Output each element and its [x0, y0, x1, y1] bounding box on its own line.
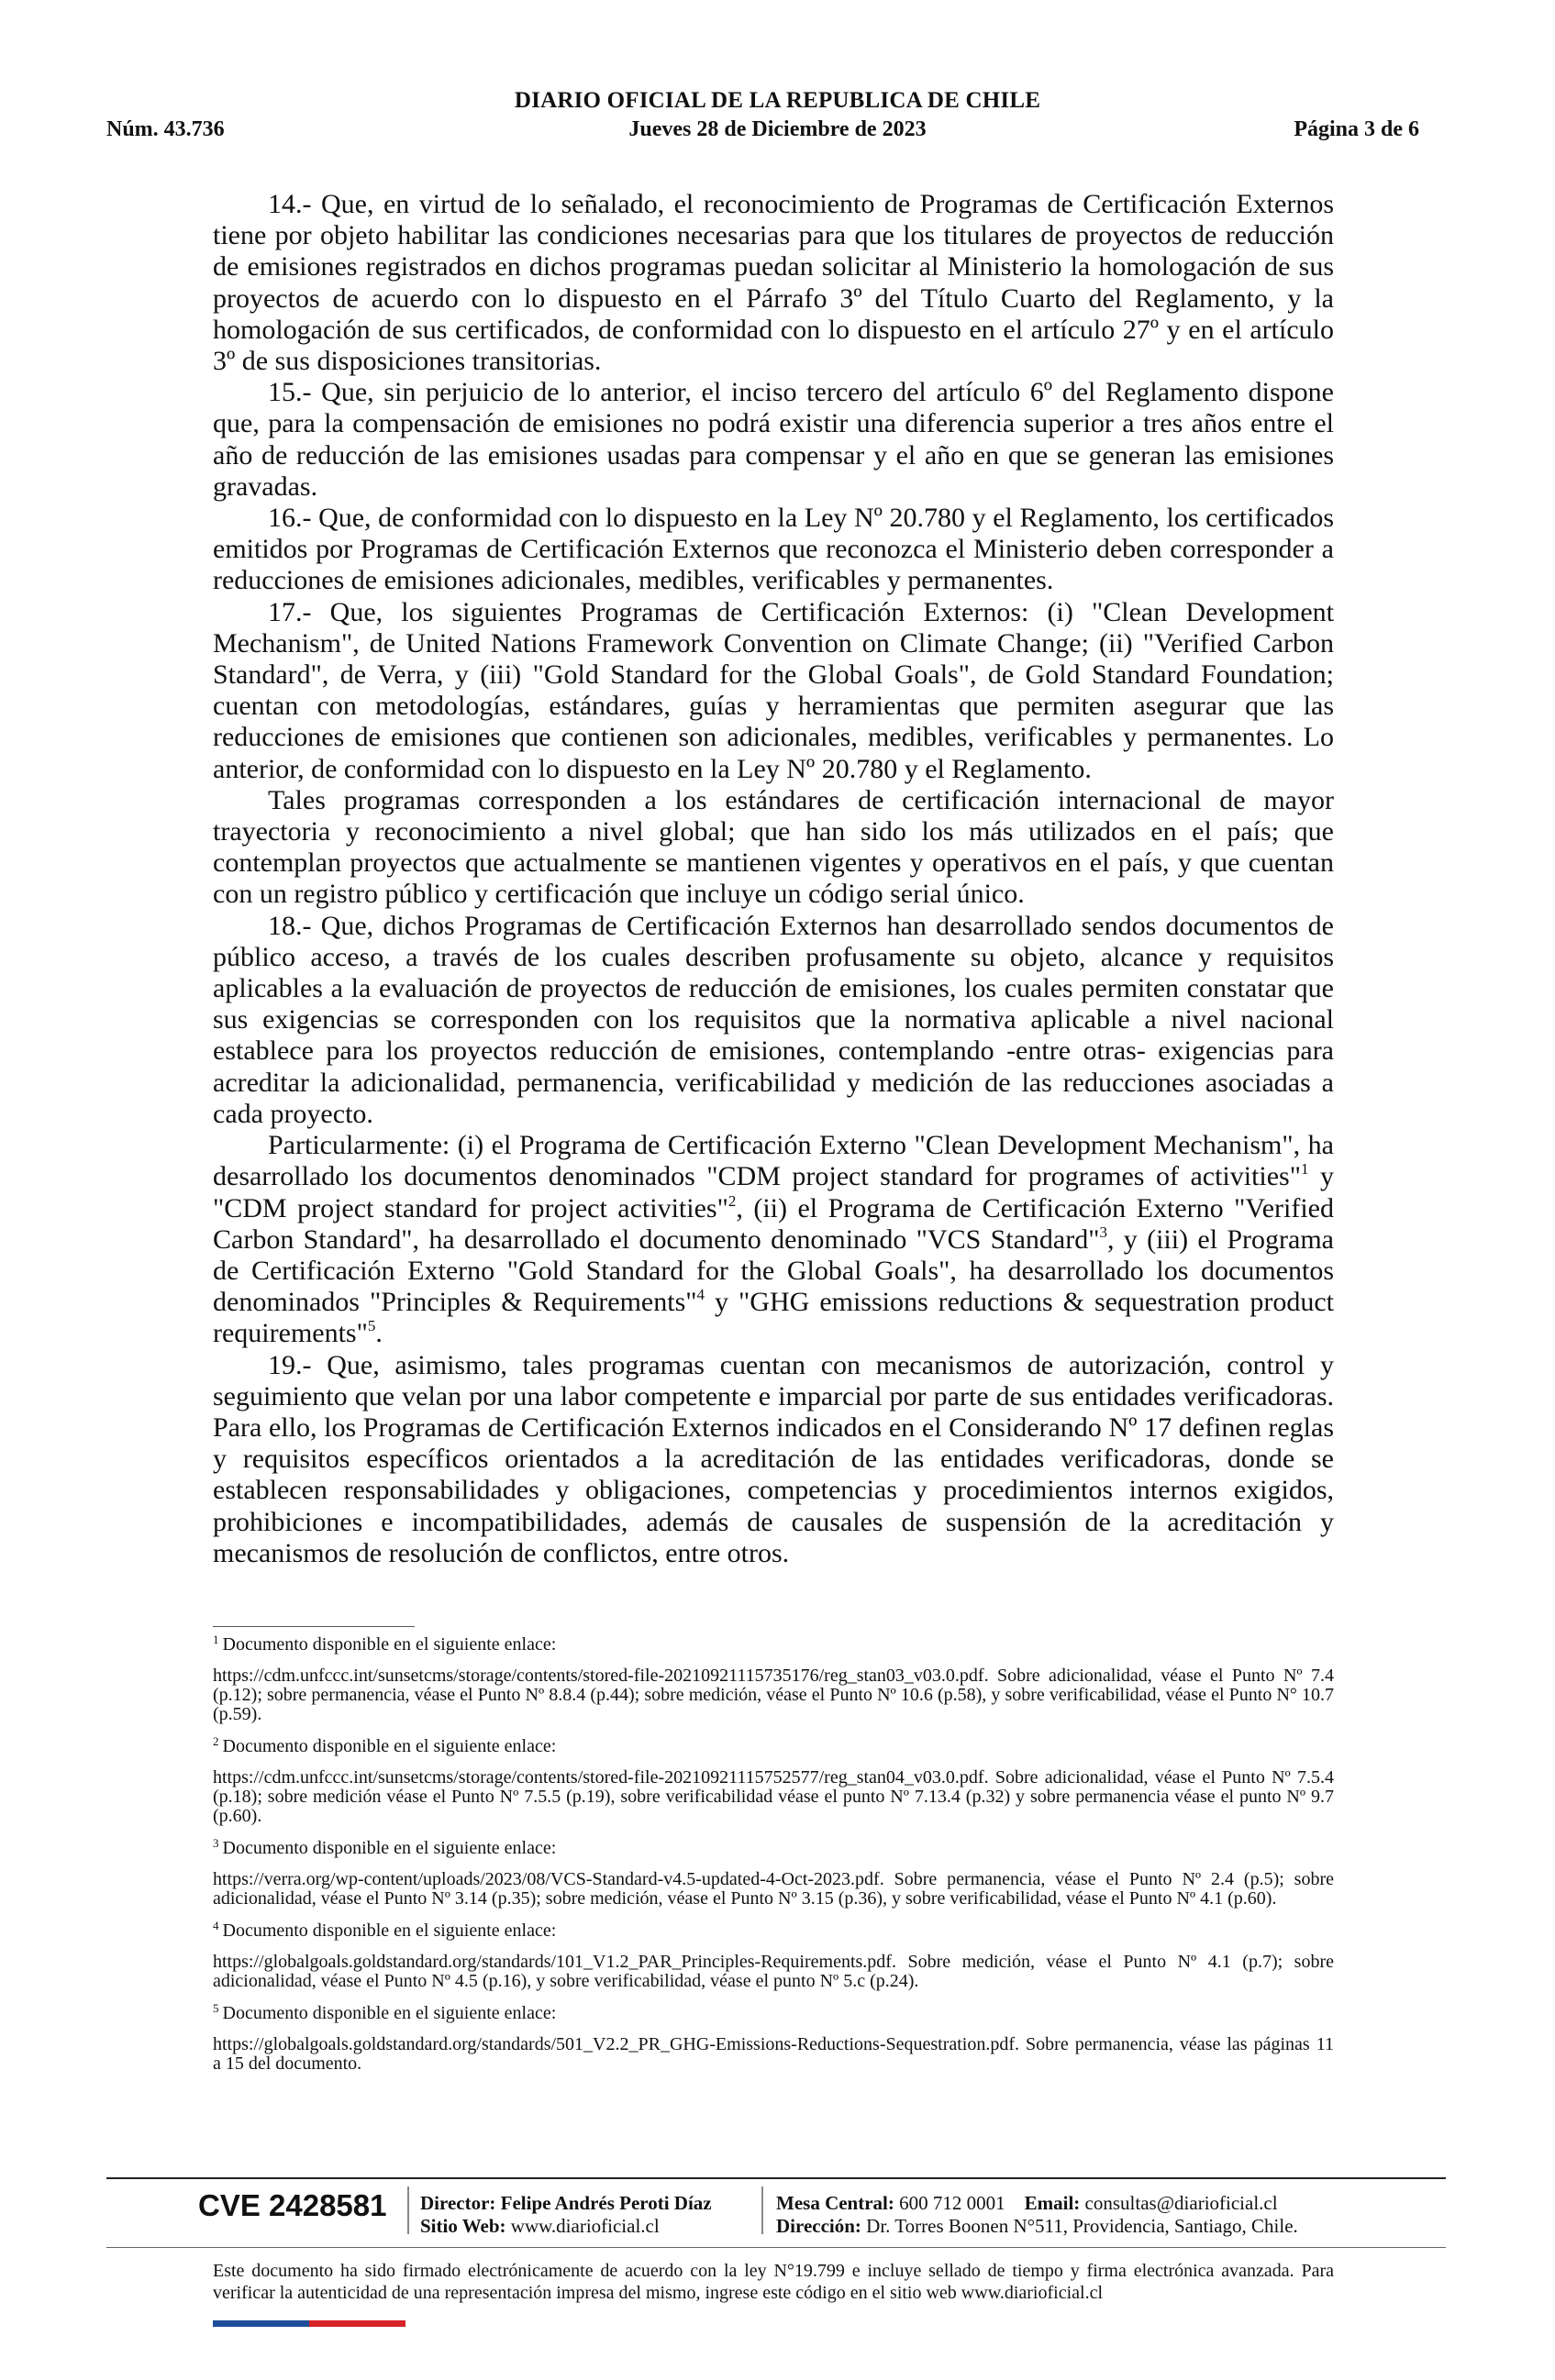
footnotes	[213, 1635, 1334, 2087]
text-run: Particularmente: (i) el Programa de Certificación Externo "Clean Development Mechanism", ha desarrollado los documentos denominados "CDM project standard for programes of activities"	[213, 1130, 1334, 1192]
website-label: Sitio Web:	[420, 2215, 506, 2237]
footnote-heading-text: Documento disponible en el siguiente enlace:	[222, 1634, 557, 1655]
footnote-ref-2[interactable]: 2	[728, 1191, 737, 1210]
legal-notice: Este documento ha sido firmado electrónicamente de acuerdo con la ley N°19.799 e incluye sellado de tiempo y firma electrónica avanzada. Para verificar la autenticidad de una representación impresa del mismo, ingrese este código en el sitio web www.diarioficial.cl	[213, 2261, 1334, 2303]
paragraph-14: 14.- Que, en virtud de lo señalado, el reconocimiento de Programas de Certificación Externos tiene por objeto habilitar las condiciones necesarias para que los titulares de proyectos de reducción de emisiones registrados en dichos programas puedan solicitar al Ministerio la homologación de sus proyectos de acuerdo con lo dispuesto en el Párrafo 3º del Título Cuarto del Reglamento, y la homologación de sus certificados, de conformidad con lo dispuesto en el artículo 27º y en el artículo 3º de sus disposiciones transitorias.	[213, 189, 1334, 377]
red-stripe	[309, 2320, 405, 2327]
director-label: Director:	[420, 2192, 496, 2214]
footnote-2-text[interactable]: https://cdm.unfccc.int/sunsetcms/storage/contents/stored-file-20210921115752577/reg_stan04_v03.0.pdf. Sobre adicionalidad, véase el Punto Nº 7.5.4 (p.18); sobre medición véase el Punto Nº 7.5.5 (p.19), sobre verificabilidad véase el punto Nº 7.13.4 (p.32) y sobre permanencia véase el punto Nº 9.7 (p.60).	[213, 1767, 1334, 1826]
text-run: y "CDM project standard for project activities"	[213, 1161, 1334, 1223]
text-run: .	[375, 1318, 383, 1349]
text-run: y "GHG emissions reductions & sequestration product requirements"	[213, 1287, 1334, 1349]
flag-color-bar	[213, 2320, 405, 2327]
text-run: , y (iii) el Programa de Certificación Externo "Gold Standard for the Global Goals", ha desarrollado los documentos denominados "Principles & Requirements"	[213, 1223, 1334, 1318]
footnote-number: 5	[213, 2001, 219, 2015]
footnote-ref-5[interactable]: 5	[367, 1317, 376, 1335]
footer-bottom-rule	[106, 2247, 1446, 2248]
footnote-heading-text: Documento disponible en el siguiente enlace:	[222, 1921, 557, 1941]
footnote-separator	[213, 1626, 415, 1627]
footnote-5-heading	[213, 2001, 1334, 2023]
footnote-number: 3	[213, 1836, 219, 1850]
paragraph-17-continued: Tales programas corresponden a los estándares de certificación internacional de mayor trayectoria y reconocimiento a nivel global; que han sido los más utilizados en el país; que contemplan proyectos que actualmente se mantienen vigentes y operativos en el país, y que cuentan con un registro público y certificación que incluye un código serial único.	[213, 784, 1334, 910]
footnote-number: 4	[213, 1919, 219, 1932]
email-link[interactable]: consultas@diarioficial.cl	[1084, 2192, 1278, 2214]
paragraph-17: 17.- Que, los siguientes Programas de Certificación Externos: (i) "Clean Development Mechanism", de United Nations Framework Convention on Climate Change; (ii) "Verified Carbon Standard", de Verra, y (iii) "Gold Standard for the Global Goals", de Gold Standard Foundation; cuentan con metodologías, estándares, guías y herramientas que permiten asegurar que las reducciones de emisiones que contienen son adicionales, medibles, verificables y permanentes. Lo anterior, de conformidad con lo dispuesto en la Ley Nº 20.780 y el Reglamento.	[213, 596, 1334, 784]
footnote-4-text[interactable]: https://globalgoals.goldstandard.org/standards/101_V1.2_PAR_Principles-Requirements.pdf. Sobre medición, véase el Punto Nº 4.1 (p.7); sobre adicionalidad, véase el Punto Nº 4.5 (p.16), y sobre verificabilidad, véase el punto Nº 5.c (p.24).	[213, 1952, 1334, 1991]
address-text: Dr. Torres Boonen N°511, Providencia, Santiago, Chile.	[866, 2215, 1298, 2237]
address-line	[776, 2215, 1298, 2238]
contact-line	[776, 2192, 1298, 2215]
issue-number: Núm. 43.736	[106, 117, 225, 141]
footnote-heading-text: Documento disponible en el siguiente enlace:	[222, 1838, 557, 1858]
footnote-3-text[interactable]: https://verra.org/wp-content/uploads/2023/08/VCS-Standard-v4.5-updated-4-Oct-2023.pdf. Sobre permanencia, véase el Punto Nº 2.4 (p.5); sobre adicionalidad, véase el Punto Nº 3.14 (p.35); sobre medición, véase el Punto Nº 3.15 (p.36), y sobre verificabilidad, véase el Punto Nº 4.1 (p.60).	[213, 1869, 1334, 1909]
page-indicator: Página 3 de 6	[1294, 117, 1419, 141]
footnote-heading-text: Documento disponible en el siguiente enlace:	[222, 1736, 557, 1756]
footer-director-block	[420, 2192, 712, 2238]
paragraph-15: 15.- Que, sin perjuicio de lo anterior, el inciso tercero del artículo 6º del Reglamento dispone que, para la compensación de emisiones no podrá existir una diferencia superior a tres años entre el año de reducción de las emisiones usadas para compensar y el año en que se generan las emisiones gravadas.	[213, 377, 1334, 502]
footer-contact-block	[776, 2192, 1298, 2238]
paragraph-18-continued	[213, 1130, 1334, 1349]
footnote-number: 1	[213, 1633, 219, 1646]
phone-label: Mesa Central:	[776, 2192, 894, 2214]
footnote-4-heading	[213, 1921, 1334, 1941]
footer-top-rule	[106, 2177, 1446, 2179]
phone-number: 600 712 0001	[899, 2192, 1005, 2214]
footnote-1-text[interactable]: https://cdm.unfccc.int/sunsetcms/storage/contents/stored-file-20210921115735176/reg_stan03_v03.0.pdf. Sobre adicionalidad, véase el Punto Nº 7.4 (p.12); sobre permanencia, véase el Punto Nº 8.8.4 (p.44); sobre medición, véase el Punto Nº 10.6 (p.58), y sobre verificabilidad, véase el Punto N° 10.7 (p.59).	[213, 1666, 1334, 1724]
gazette-title: DIARIO OFICIAL DE LA REPUBLICA DE CHILE	[514, 88, 1041, 113]
issue-date: Jueves 28 de Diciembre de 2023	[628, 117, 927, 141]
blue-stripe	[213, 2320, 309, 2327]
text-run: , (ii) el Programa de Certificación Externo "Verified Carbon Standard", ha desarrollado el documento denominado "VCS Standard"	[213, 1192, 1334, 1255]
footer-divider	[407, 2186, 409, 2234]
website-line	[420, 2215, 712, 2238]
paragraph-18: 18.- Que, dichos Programas de Certificación Externos han desarrollado sendos documentos de público acceso, a través de los cuales describen profusamente su objeto, alcance y requisitos aplicables a la evaluación de proyectos de reducción de emisiones, los cuales permiten constatar que sus exigencias se corresponden con los requisitos que la normativa aplicable a nivel nacional establece para los proyectos reducción de emisiones, contemplando -entre otras- exigencias para acreditar la adicionalidad, permanencia, verificabilidad y medición de las reducciones asociadas a cada proyecto.	[213, 910, 1334, 1129]
footnote-number: 2	[213, 1734, 219, 1748]
footnote-2-heading	[213, 1734, 1334, 1756]
footnote-ref-1[interactable]: 1	[1300, 1160, 1309, 1179]
footer-divider	[761, 2186, 763, 2234]
footnote-ref-4[interactable]: 4	[696, 1286, 705, 1304]
footnote-3-heading	[213, 1836, 1334, 1858]
website-link[interactable]: www.diarioficial.cl	[510, 2215, 660, 2237]
paragraph-16: 16.- Que, de conformidad con lo dispuesto en la Ley Nº 20.780 y el Reglamento, los certificados emitidos por Programas de Certificación Externos que reconozca el Ministerio deben corresponder a reducciones de emisiones adicionales, medibles, verificables y permanentes.	[213, 503, 1334, 596]
footnote-1-heading	[213, 1635, 1334, 1655]
cve-code: CVE 2428581	[198, 2188, 387, 2222]
director-line	[420, 2192, 712, 2215]
footnote-heading-text: Documento disponible en el siguiente enlace:	[222, 2003, 557, 2023]
paragraph-19: 19.- Que, asimismo, tales programas cuentan con mecanismos de autorización, control y seguimiento que velan por una labor competente e imparcial por parte de sus entidades verificadoras. Para ello, los Programas de Certificación Externos indicados en el Considerando Nº 17 definen reglas y requisitos específicos orientados a la acreditación de las entidades verificadoras, donde se establecen responsabilidades y obligaciones, competencias y procedimientos internos exigidos, prohibiciones e incompatibilidades, además de causales de suspensión de la acreditación y mecanismos de resolución de conflictos, entre otros.	[213, 1349, 1334, 1568]
email-label: Email:	[1024, 2192, 1081, 2214]
footnote-ref-3[interactable]: 3	[1099, 1223, 1107, 1241]
footnote-5-text[interactable]: https://globalgoals.goldstandard.org/standards/501_V2.2_PR_GHG-Emissions-Reductions-Sequestration.pdf. Sobre permanencia, véase las páginas 11 a 15 del documento.	[213, 2034, 1334, 2074]
address-label: Dirección:	[776, 2215, 861, 2237]
document-body	[213, 189, 1334, 1569]
director-name: Felipe Andrés Peroti Díaz	[500, 2192, 712, 2214]
